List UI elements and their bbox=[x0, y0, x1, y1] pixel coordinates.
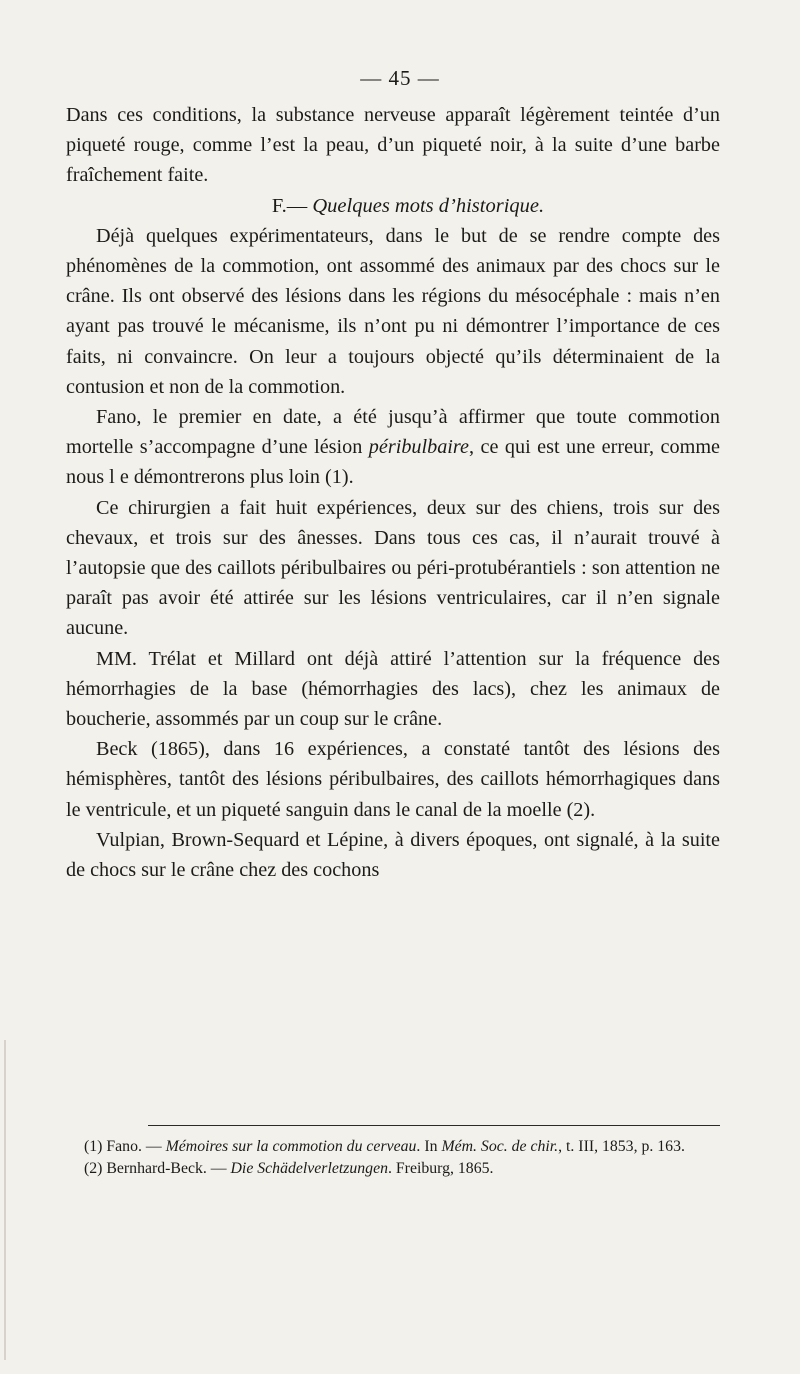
footnote-2 bbox=[66, 1158, 720, 1180]
paragraph-intro: Dans ces conditions, la substance nerveuse apparaît légèrement teintée d’un piqueté rouge, comme l’est la peau, d’un piqueté noir, à la suite d’une barbe fraîchement faite. bbox=[66, 104, 720, 187]
paragraph-2-part-a: Fano, le premier en date, a été jusqu’à affirmer que toute commotion mortelle s’accompagne d’une lésion bbox=[66, 406, 720, 459]
footnote-2-author: (2) Bernhard-Beck. — bbox=[84, 1159, 231, 1177]
footnote-1-journal: Mém. Soc. de chir. bbox=[441, 1138, 559, 1155]
page-edge-shadow bbox=[4, 1040, 6, 1360]
footnotes bbox=[66, 1136, 720, 1179]
footnote-1-title: Mémoires sur la commotion du cerveau bbox=[165, 1138, 417, 1155]
paragraph-5: Beck (1865), dans 16 expériences, a constaté tantôt des lésions des hémisphères, tantôt des lésions péribulbaires, des caillots hémorrhagiques dans le ventricule, et un piqueté sanguin dans le canal de la moelle (2). bbox=[66, 738, 720, 821]
paragraph-2-emphasis: péribulbaire bbox=[368, 436, 469, 459]
section-prefix: F.— bbox=[271, 194, 313, 217]
paragraph-3: Ce chirurgien a fait huit expériences, deux sur des chiens, trois sur des chevaux, et trois sur des ânesses. Dans tous ces cas, il n’aurait trouvé à l’autopsie que des caillots péribulbaires ou péri-protubérantiels : son attention ne paraît pas avoir été attirée sur les lésions ventriculaires, car il n’en signale aucune. bbox=[66, 496, 720, 640]
paragraph-4: MM. Trélat et Millard ont déjà attiré l’attention sur la fréquence des hémorrhagies de la base (hémorrhagies des lacs), chez les animaux de boucherie, assommés par un coup sur le crâne. bbox=[66, 647, 720, 731]
main-text bbox=[66, 100, 720, 885]
page-number: — 45 — bbox=[360, 66, 440, 90]
footnote-1 bbox=[66, 1136, 720, 1158]
section-title: Quelques mots d’historique. bbox=[312, 194, 545, 217]
footnote-divider bbox=[148, 1125, 720, 1126]
paragraph-2 bbox=[66, 402, 720, 493]
paragraph-1: Déjà quelques expérimentateurs, dans le but de se rendre compte des phénomènes de la commotion, ont assommé des animaux par des chocs sur le crâne. Ils ont observé des lésions dans les régions du mésocéphale : mais n’en ayant pas trouvé le mécanisme, ils n’ont pu ni démontrer l’importance de ces faits, ni convaincre. On leur a toujours objecté qu’ils déterminaient de la contusion et non de la commotion. bbox=[66, 224, 720, 398]
section-heading bbox=[66, 191, 720, 221]
footnote-2-title: Die Schädelverletzungen bbox=[230, 1159, 388, 1177]
footnote-2-ref: . Freiburg, 1865. bbox=[388, 1159, 494, 1177]
footnote-1-in: . In bbox=[416, 1138, 442, 1155]
footnote-1-author: (1) Fano. — bbox=[84, 1138, 166, 1155]
paragraph-6: Vulpian, Brown-Sequard et Lépine, à divers époques, ont signalé, à la suite de chocs sur le crâne chez des cochons bbox=[66, 828, 720, 882]
footnote-1-ref: , t. III, 1853, p. 163. bbox=[558, 1138, 685, 1155]
paragraph-2-part-b: , ce qui est une erreur, comme nous l e démontrerons plus loin (1). bbox=[66, 436, 720, 489]
